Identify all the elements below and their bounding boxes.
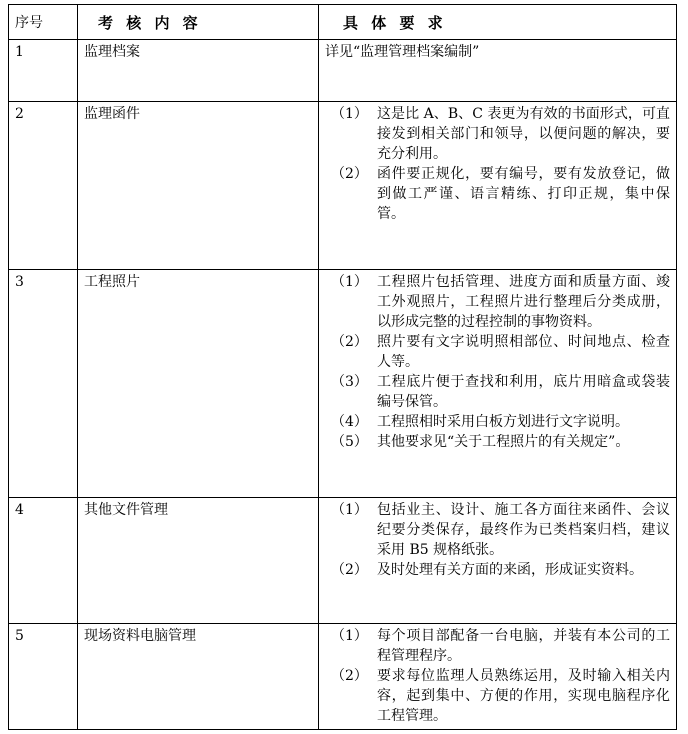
item-text: 工程底片便于查找和利用，底片用暗盒或袋装编号保管。: [377, 374, 670, 410]
table-header-row: [9, 5, 677, 40]
list-item: [325, 372, 670, 412]
list-item: [325, 666, 670, 726]
row-content: 监理函件: [78, 102, 319, 270]
item-number: （3）: [331, 374, 368, 390]
list-item: [325, 164, 670, 224]
row-no: 3: [9, 270, 78, 498]
list-item: [325, 104, 670, 164]
item-text: 及时处理有关方面的来函，形成证实资料。: [377, 562, 643, 578]
list-item: [325, 500, 670, 560]
list-item: [325, 560, 670, 580]
item-number: （1）: [331, 106, 368, 122]
row-no: 1: [9, 40, 78, 102]
header-requirement: 具 体 要 求: [319, 5, 677, 40]
list-item: [325, 412, 670, 432]
list-item: [325, 332, 670, 372]
row-no: 5: [9, 624, 78, 730]
table-row: [9, 270, 677, 498]
item-number: （2）: [331, 668, 368, 684]
list-item: [325, 626, 670, 666]
item-text: 函件要正规化，要有编号，要有发放登记，做到做工严谨、语言精练、打印正规，集中保管。: [377, 166, 670, 222]
table-row: [9, 498, 677, 624]
item-number: （2）: [331, 166, 368, 182]
table-row: [9, 102, 677, 270]
item-number: （1）: [331, 628, 368, 644]
row-no: 2: [9, 102, 78, 270]
table-row: [9, 40, 677, 102]
item-number: （5）: [331, 434, 368, 450]
list-item: [325, 432, 670, 452]
list-item: [325, 272, 670, 332]
row-content: 监理档案: [78, 40, 319, 102]
row-requirement: [319, 498, 677, 624]
row-content: 其他文件管理: [78, 498, 319, 624]
item-text: 照片要有文字说明照相部位、时间地点、检查人等。: [377, 334, 670, 370]
row-requirement: [319, 270, 677, 498]
row-content: 工程照片: [78, 270, 319, 498]
item-number: （2）: [331, 334, 368, 350]
assessment-table: [8, 4, 677, 730]
row-requirement: [319, 102, 677, 270]
item-text: 工程照相时采用白板方划进行文字说明。: [377, 414, 629, 430]
item-text: 工程照片包括管理、进度方面和质量方面、竣工外观照片，工程照片进行整理后分类成册，以形成完整的过程控制的事物资料。: [377, 274, 670, 330]
item-text: 这是比 A、B、C 表更为有效的书面形式，可直接发到相关部门和领导，以便问题的解决，要充分利用。: [377, 106, 670, 162]
row-no: 4: [9, 498, 78, 624]
row-requirement: [319, 624, 677, 730]
table-row: [9, 624, 677, 730]
item-number: （1）: [331, 274, 368, 290]
item-number: （1）: [331, 502, 368, 518]
item-text: 每个项目部配备一台电脑，并装有本公司的工程管理程序。: [377, 628, 670, 664]
item-text: 包括业主、设计、施工各方面往来函件、会议纪要分类保存，最终作为已类档案归档，建议采用 B5 规格纸张。: [377, 502, 670, 558]
item-text: 其他要求见“关于工程照片的有关规定”。: [377, 434, 630, 450]
row-content: 现场资料电脑管理: [78, 624, 319, 730]
item-number: （4）: [331, 414, 368, 430]
item-number: （2）: [331, 562, 368, 578]
header-no: 序号: [9, 5, 78, 40]
header-content: 考 核 内 容: [78, 5, 319, 40]
item-text: 要求每位监理人员熟练运用，及时输入相关内容，起到集中、方便的作用，实现电脑程序化工程管理。: [377, 668, 670, 724]
row-requirement: 详见“监理管理档案编制”: [319, 40, 677, 102]
